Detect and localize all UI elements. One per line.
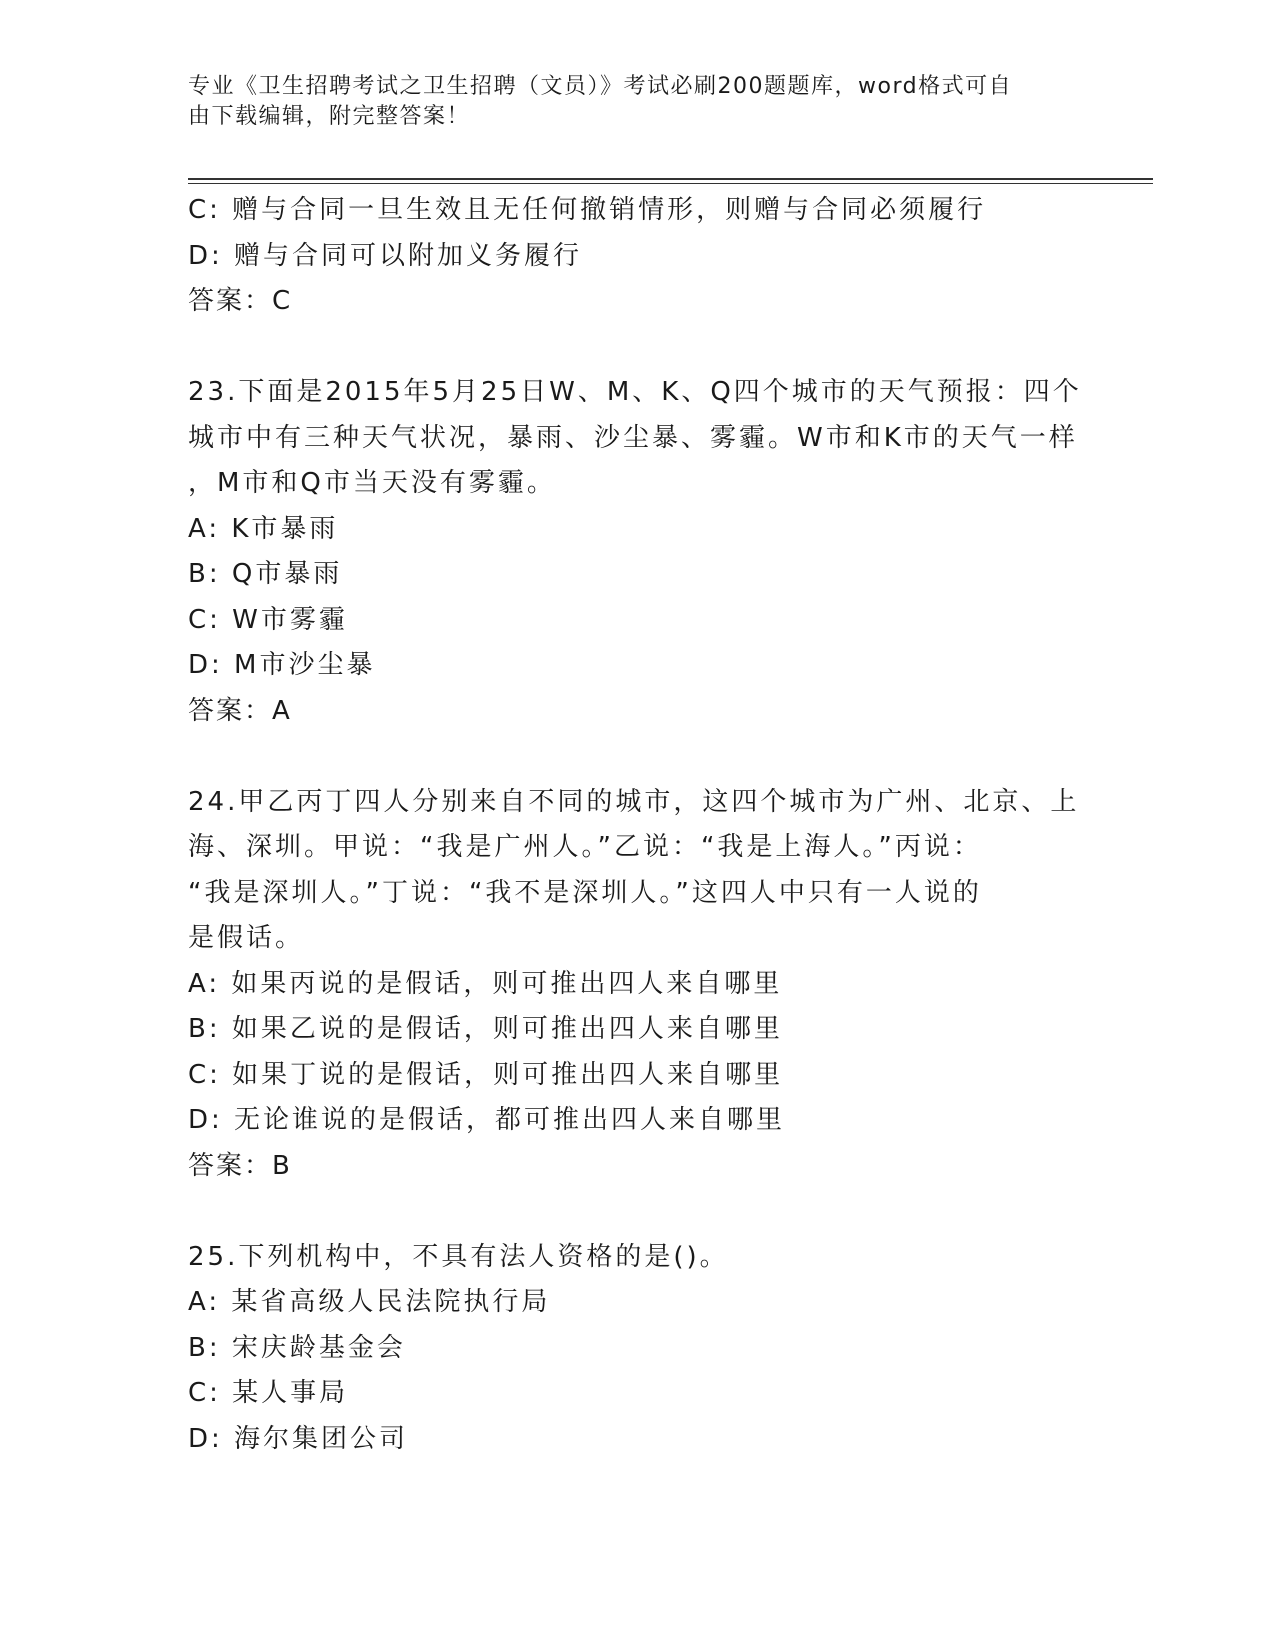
option-d: D: 赠与合同可以附加义务履行 bbox=[188, 240, 583, 271]
option-a: A: 如果丙说的是假话，则可推出四人来自哪里 bbox=[188, 968, 783, 999]
header-divider-thin bbox=[188, 183, 1153, 184]
option-c: C: 某人事局 bbox=[188, 1378, 349, 1408]
question-stem-line: 23.下面是2015年5月25日W、M、K、Q四个城市的天气预报：四个 bbox=[188, 377, 1082, 407]
question-23 bbox=[188, 370, 1128, 734]
option-c: C: 赠与合同一旦生效且无任何撤销情形，则赠与合同必须履行 bbox=[188, 195, 987, 225]
question-stem-line: 25.下列机构中，不具有法人资格的是()。 bbox=[188, 1241, 729, 1272]
document-header bbox=[188, 72, 1088, 132]
spacer bbox=[188, 325, 1128, 371]
header-line-1: 专业《卫生招聘考试之卫生招聘（文员）》考试必刷200题题库，word格式可自 bbox=[188, 74, 1013, 99]
option-d: D: M市沙尘暴 bbox=[188, 650, 376, 680]
question-stem-line: 24.甲乙丙丁四人分别来自不同的城市，这四个城市为广州、北京、上 bbox=[188, 786, 1080, 817]
option-d: D: 海尔集团公司 bbox=[188, 1423, 409, 1454]
spacer bbox=[188, 734, 1128, 780]
question-stem-line: 城市中有三种天气状况，暴雨、沙尘暴、雾霾。W市和K市的天气一样 bbox=[188, 422, 1078, 453]
question-25 bbox=[188, 1235, 1128, 1463]
option-c: C: 如果丁说的是假话，则可推出四人来自哪里 bbox=[188, 1059, 784, 1090]
header-divider-thick bbox=[188, 178, 1153, 180]
option-d: D: 无论谁说的是假话，都可推出四人来自哪里 bbox=[188, 1105, 786, 1135]
question-stem-line: 是假话。 bbox=[188, 923, 305, 953]
header-line-2: 由下载编辑，附完整答案！ bbox=[188, 104, 471, 129]
option-b: B: 宋庆龄基金会 bbox=[188, 1332, 406, 1363]
option-b: B: 如果乙说的是假话，则可推出四人来自哪里 bbox=[188, 1014, 783, 1044]
question-stem-line: ，M市和Q市当天没有雾霾。 bbox=[188, 468, 556, 498]
answer: 答案：B bbox=[188, 1150, 292, 1181]
question-stem-line: “我是深圳人。”丁说：“我不是深圳人。”这四人中只有一人说的 bbox=[188, 877, 982, 908]
question-24 bbox=[188, 780, 1128, 1190]
question-stem-line: 海、深圳。甲说：“我是广州人。”乙说：“我是上海人。”丙说： bbox=[188, 832, 982, 862]
spacer bbox=[188, 1189, 1128, 1235]
answer: 答案：A bbox=[188, 695, 292, 726]
question-22 bbox=[188, 188, 1128, 325]
option-b: B: Q市暴雨 bbox=[188, 559, 343, 589]
option-c: C: W市雾霾 bbox=[188, 604, 348, 635]
option-a: A: K市暴雨 bbox=[188, 513, 339, 544]
option-a: A: 某省高级人民法院执行局 bbox=[188, 1287, 551, 1317]
answer: 答案：C bbox=[188, 286, 293, 316]
question-list bbox=[188, 188, 1128, 1462]
